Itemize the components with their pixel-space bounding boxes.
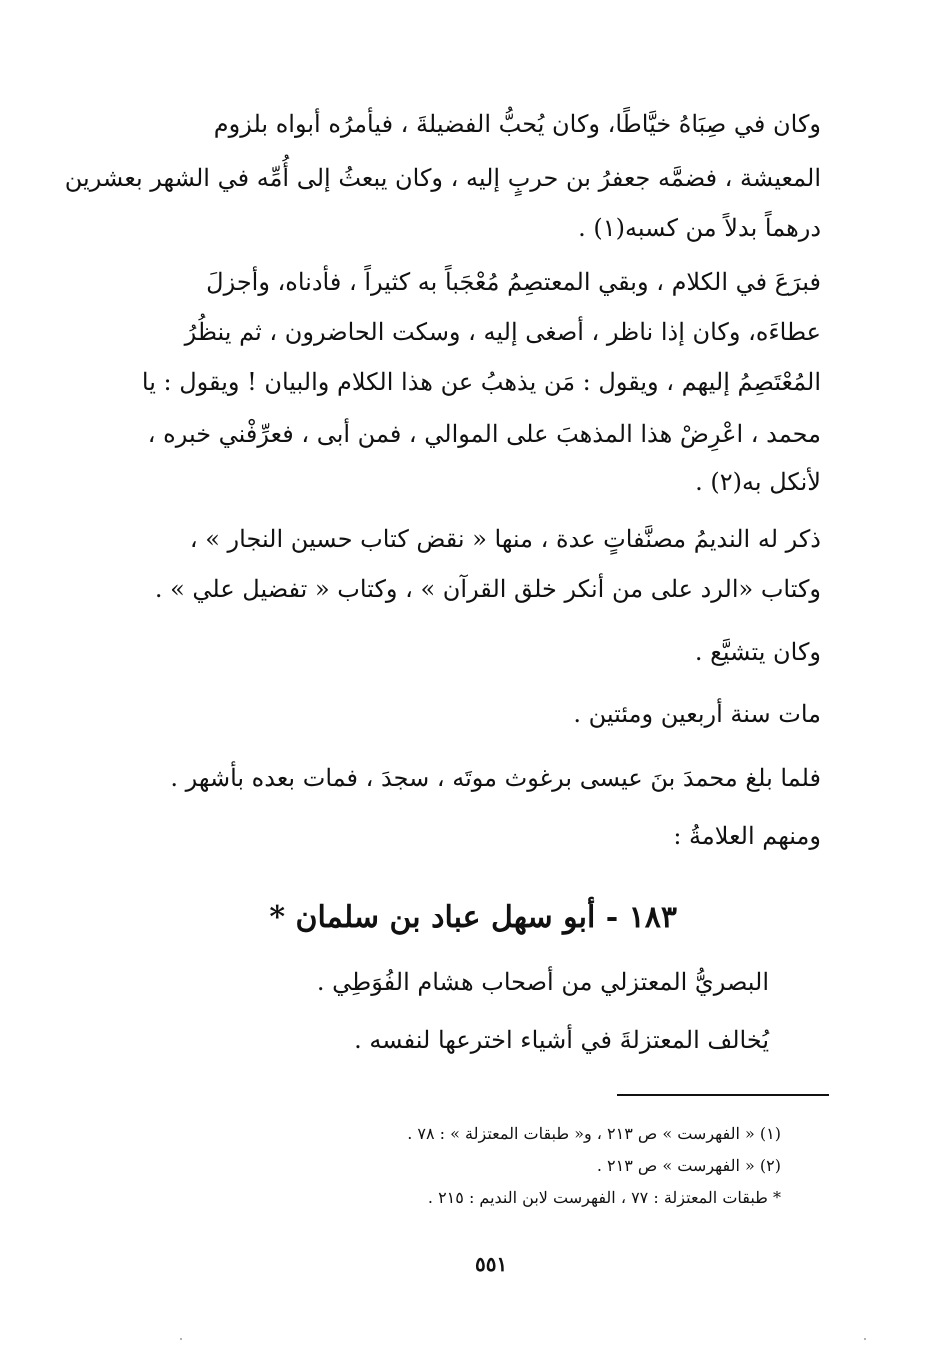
scan-speck <box>180 1338 182 1340</box>
text-line: مات سنة أربعين ومئتين . <box>573 700 821 728</box>
text-line: يُخالف المعتزلةَ في أشياء اخترعها لنفسه . <box>354 1026 769 1054</box>
text-line: البصريُّ المعتزلي من أصحاب هشام الفُوَطِي . <box>316 968 769 996</box>
footnote-1: (١) « الفهرست » ص ٢١٣ ، و« طبقات المعتزلة » : ٧٨ . <box>407 1124 781 1143</box>
entry-text <box>317 970 769 1056</box>
footnote-2: (٢) « الفهرست » ص ٢١٣ . <box>596 1156 781 1175</box>
text-line: المُعْتَصِمُ إليهم ، ويقول : مَن يذهبُ عن هذا الكلام والبيان ! ويقول : يا <box>141 368 821 396</box>
paragraph-1 <box>65 112 821 244</box>
paragraph-3 <box>155 527 821 605</box>
text-line: وكان يتشيَّع . <box>694 638 821 666</box>
text-line: ذكر له النديمُ مصنَّفاتٍ عدة ، منها « نقض كتاب حسين النجار » ، <box>189 525 821 553</box>
paragraph-7 <box>673 824 821 852</box>
text-line: عطاءَه، وكان إذا ناظر ، أصغى إليه ، وسكت الحاضرون ، ثم ينظُرُ <box>184 318 821 346</box>
footnote-divider <box>617 1094 829 1096</box>
entry-heading: ١٨٣ - أبو سهل عباد بن سلمان * <box>269 900 677 935</box>
paragraph-5 <box>573 702 821 730</box>
footnote-3: * طبقات المعتزلة : ٧٧ ، الفهرست لابن النديم : ٢١٥ . <box>427 1188 781 1207</box>
paragraph-2 <box>142 270 821 498</box>
text-line: فلما بلغ محمدَ بنَ عيسى برغوث موتَه ، سجدَ ، فمات بعده بأشهر . <box>170 764 821 792</box>
text-line: لأنكل به(٢) . <box>695 468 821 496</box>
text-line: محمد ، اعْرِضْ هذا المذهبَ على الموالي ، فمن أبى ، فعرِّفْني خبره ، <box>147 420 821 448</box>
text-line: درهماً بدلاً من كسبه(١) . <box>578 214 821 242</box>
text-line: ومنهم العلامةُ : <box>673 822 821 850</box>
scan-speck <box>864 1338 866 1340</box>
paragraph-6 <box>170 766 821 794</box>
page-number: ٥٥١ <box>475 1252 508 1276</box>
text-line: وكان في صِبَاهُ خيَّاطًا، وكان يُحبُّ الفضيلةَ ، فيأمرُه أبواه بلزوم <box>213 110 821 138</box>
text-line: وكتاب «الرد على من أنكر خلق القرآن » ، وكتاب « تفضيل علي » . <box>154 575 821 603</box>
text-line: فبرَعَ في الكلام ، وبقي المعتصِمُ مُعْجَباً به كثيراً ، فأدناه، وأجزلَ <box>206 268 821 296</box>
paragraph-4 <box>695 640 821 668</box>
text-line: المعيشة ، فضمَّه جعفرُ بن حربٍ إليه ، وكان يبعثُ إلى أُمِّه في الشهر بعشرين <box>64 164 821 192</box>
